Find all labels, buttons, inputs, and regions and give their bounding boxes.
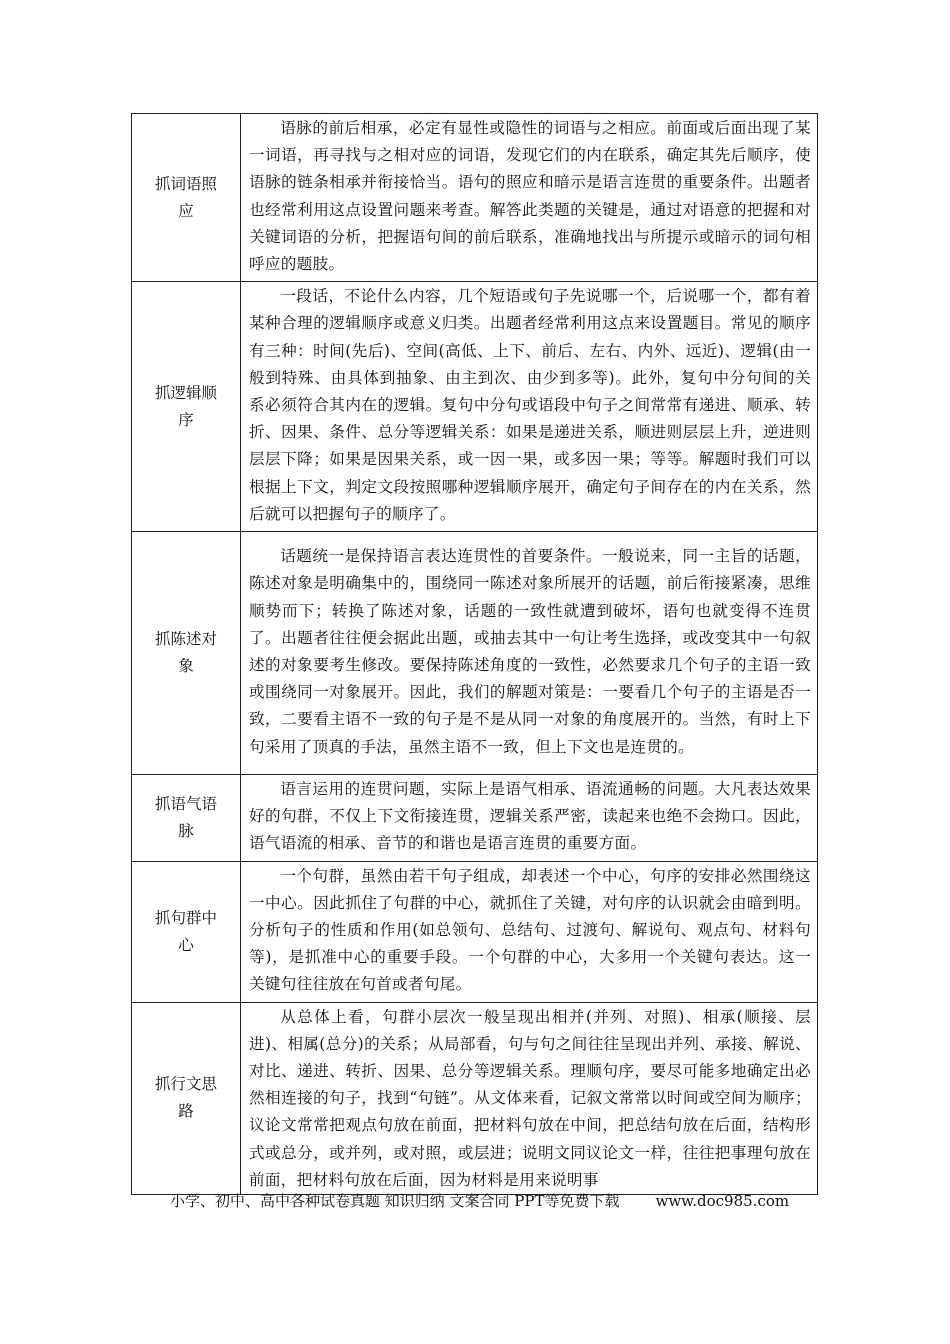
table-row [132,282,818,532]
table-row [132,861,818,1002]
row-content: 一段话，不论什么内容，几个短语或句子先说哪一个，后说哪一个，都有着某种合理的逻辑顺序或意义归类。出题者经常利用这点来设置题目。常见的顺序有三种：时间(先后)、空间(高低、上下、前后、左右、内外、远近)、逻辑(由一般到特殊、由具体到抽象、由主到次、由少到多等)。此外，复句中分句间的关系必须符合其内在的逻辑。复句中分句或语段中句子之间常常有递进、顺承、转折、因果、条件、总分等逻辑关系：如果是递进关系，顺进则层层上升，逆进则层层下降；如果是因果关系，或一因一果，或多因一果；等等。解题时我们可以根据上下文，判定文段按照哪种逻辑顺序展开，确定句子间存在的内在关系，然后就可以把握句子的顺序了。 [241,282,818,532]
row-label: 抓逻辑顺序 [154,383,217,429]
row-content: 一个句群，虽然由若干句子组成，却表述一个中心，句序的安排必然围绕这一中心。因此抓住了句群的中心，就抓住了关键，对句序的认识就会由暗到明。分析句子的性质和作用(如总领句、总结句、过渡句、解说句、观点句、材料句等)，是抓准中心的重要手段。一个句群的中心，大多用一个关键句表达。这一关键句往往放在句首或者句尾。 [241,861,818,1002]
row-label-cell [132,532,241,775]
row-label: 抓句群中心 [154,908,217,954]
table-row [132,114,818,282]
row-label: 抓语气语脉 [154,794,217,840]
row-label-cell [132,114,241,282]
row-label: 抓陈述对象 [154,630,217,676]
row-label-cell [132,775,241,862]
row-content: 语言运用的连贯问题，实际上是语气相承、语流通畅的问题。大凡表达效果好的句群，不仅上下文衔接连贯，逻辑关系严密，读起来也绝不会拗口。因此，语气语流的相承、音节的和谐也是语言连贯的重要方面。 [241,775,818,862]
footer-text: 小学、初中、高中各种试卷真题 知识归纳 文案合同 PPT等免费下载 [170,1192,620,1210]
row-label: 抓词语照应 [154,174,217,220]
row-content: 话题统一是保持语言表达连贯性的首要条件。一般说来，同一主旨的话题，陈述对象是明确集中的，围绕同一陈述对象所展开的话题，前后衔接紧凑，思维顺势而下；转换了陈述对象，话题的一致性就遭到破坏，语句也就变得不连贯了。出题者往往便会据此出题，或抽去其中一句让考生选择，或改变其中一句叙述的对象要考生修改。要保持陈述角度的一致性，必然要求几个句子的主语一致或围绕同一对象展开。因此，我们的解题对策是：一要看几个句子的主语是否一致，二要看主语不一致的句子是不是从同一对象的角度展开的。当然，有时上下句采用了顶真的手法，虽然主语不一致，但上下文也是连贯的。 [241,532,818,775]
table-row [132,1002,818,1194]
table-row [132,532,818,775]
page-footer [170,1191,810,1211]
row-label-cell [132,282,241,532]
row-label-cell [132,1002,241,1194]
content-table [131,113,818,1195]
row-content: 语脉的前后相承，必定有显性或隐性的词语与之相应。前面或后面出现了某一词语，再寻找与之相对应的词语，发现它们的内在联系，确定其先后顺序，使语脉的链条相承并衔接恰当。语句的照应和暗示是语言连贯的重要条件。出题者也经常利用这点设置问题来考查。解答此类题的关键是，通过对语意的把握和对关键词语的分析，把握语句间的前后联系，准确地找出与所提示或暗示的词句相呼应的题肢。 [241,114,818,282]
row-label: 抓行文思路 [154,1075,217,1121]
row-content: 从总体上看，句群小层次一般呈现出相并(并列、对照)、相承(顺接、层进)、相属(总分)的关系；从局部看，句与句之间往往呈现出并列、承接、解说、对比、递进、转折、因果、总分等逻辑关系。理顺句序，要尽可能多地确定出必然相连接的句子，找到“句链”。从文体来看，记叙文常常以时间或空间为顺序；议论文常常把观点句放在前面，把材料句放在中间，把总结句放在后面，结构形式或总分，或并列，或对照，或层进；说明文同议论文一样，往往把事理句放在前面，把材料句放在后面，因为材料是用来说明事 [241,1002,818,1194]
table-row [132,775,818,862]
row-label-cell [132,861,241,1002]
footer-url[interactable]: www.doc985.com [655,1192,790,1210]
